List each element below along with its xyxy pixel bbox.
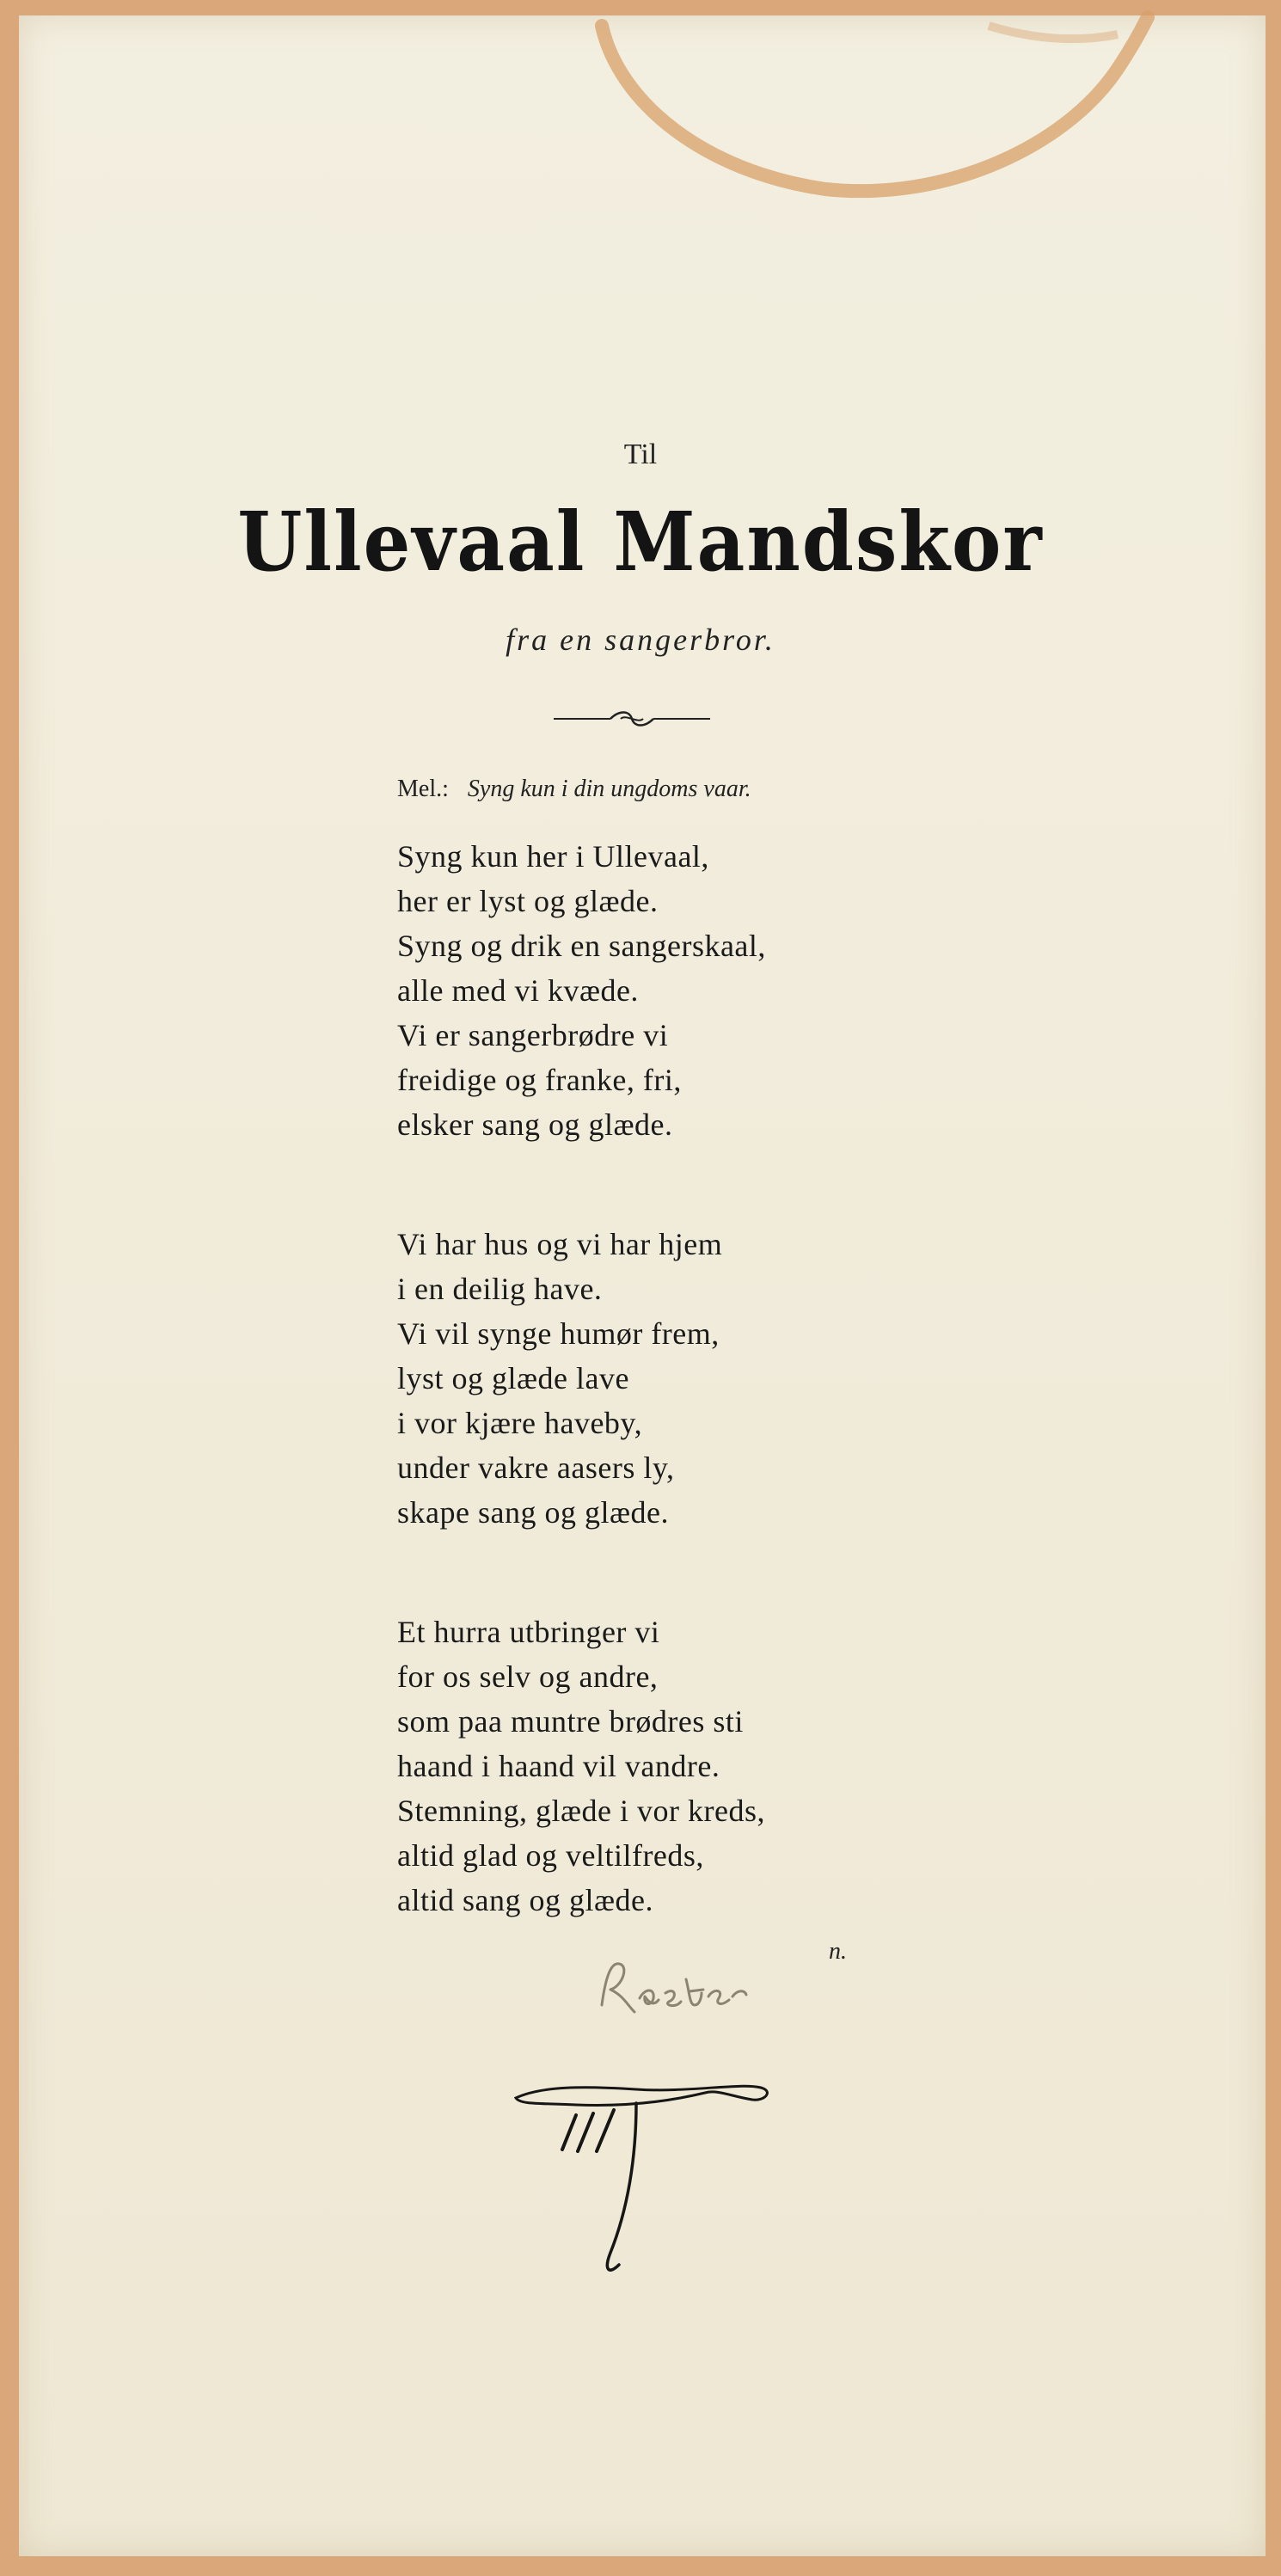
ornament-divider-icon bbox=[550, 705, 714, 731]
dedication-to-label: Til bbox=[623, 439, 658, 470]
poem-line: alle med vi kvæde. bbox=[397, 973, 639, 1008]
calligraphic-flourish-icon bbox=[507, 2081, 774, 2287]
poem-line: altid glad og veltilfreds, bbox=[397, 1838, 704, 1873]
melody-note bbox=[397, 776, 751, 803]
poem-line: Stemning, glæde i vor kreds, bbox=[397, 1794, 765, 1828]
poem-line: her er lyst og glæde. bbox=[397, 884, 659, 918]
poem-line: Syng kun her i Ullevaal, bbox=[397, 839, 709, 874]
poem-line: i vor kjære haveby, bbox=[397, 1406, 643, 1440]
poem-line: altid sang og glæde. bbox=[397, 1883, 653, 1917]
poem-line: Vi er sangerbrødre vi bbox=[397, 1018, 669, 1052]
poem-line: for os selv og andre, bbox=[397, 1659, 659, 1694]
poem-line: Vi vil synge humør frem, bbox=[397, 1316, 720, 1351]
poem-line: lyst og glæde lave bbox=[397, 1361, 629, 1395]
handwritten-signature bbox=[593, 1945, 851, 2022]
stanza-2 bbox=[397, 1222, 766, 1535]
poem-line: freidige og franke, fri, bbox=[397, 1063, 682, 1097]
poem bbox=[397, 834, 766, 1923]
poem-line: Et hurra utbringer vi bbox=[397, 1615, 660, 1649]
poem-line: Syng og drik en sangerskaal, bbox=[397, 929, 766, 963]
poem-line: som paa muntre brødres sti bbox=[397, 1704, 744, 1739]
melody-label: Mel.: bbox=[397, 776, 449, 802]
poem-line: skape sang og glæde. bbox=[397, 1495, 669, 1530]
page-subtitle: fra en sangerbror. bbox=[506, 623, 775, 657]
poem-line: haand i haand vil vandre. bbox=[397, 1749, 720, 1783]
page-title: Ullevaal Mandskor bbox=[237, 494, 1044, 591]
signature-suffix: n. bbox=[829, 1938, 847, 1965]
poem-line: i en deilig have. bbox=[397, 1272, 603, 1306]
stanza-3 bbox=[397, 1610, 766, 1923]
melody-tune: Syng kun i din ungdoms vaar. bbox=[467, 776, 751, 802]
poem-line: elsker sang og glæde. bbox=[397, 1107, 673, 1142]
poem-line: under vakre aasers ly, bbox=[397, 1451, 675, 1485]
stanza-1 bbox=[397, 834, 766, 1147]
poem-line: Vi har hus og vi har hjem bbox=[397, 1227, 723, 1261]
